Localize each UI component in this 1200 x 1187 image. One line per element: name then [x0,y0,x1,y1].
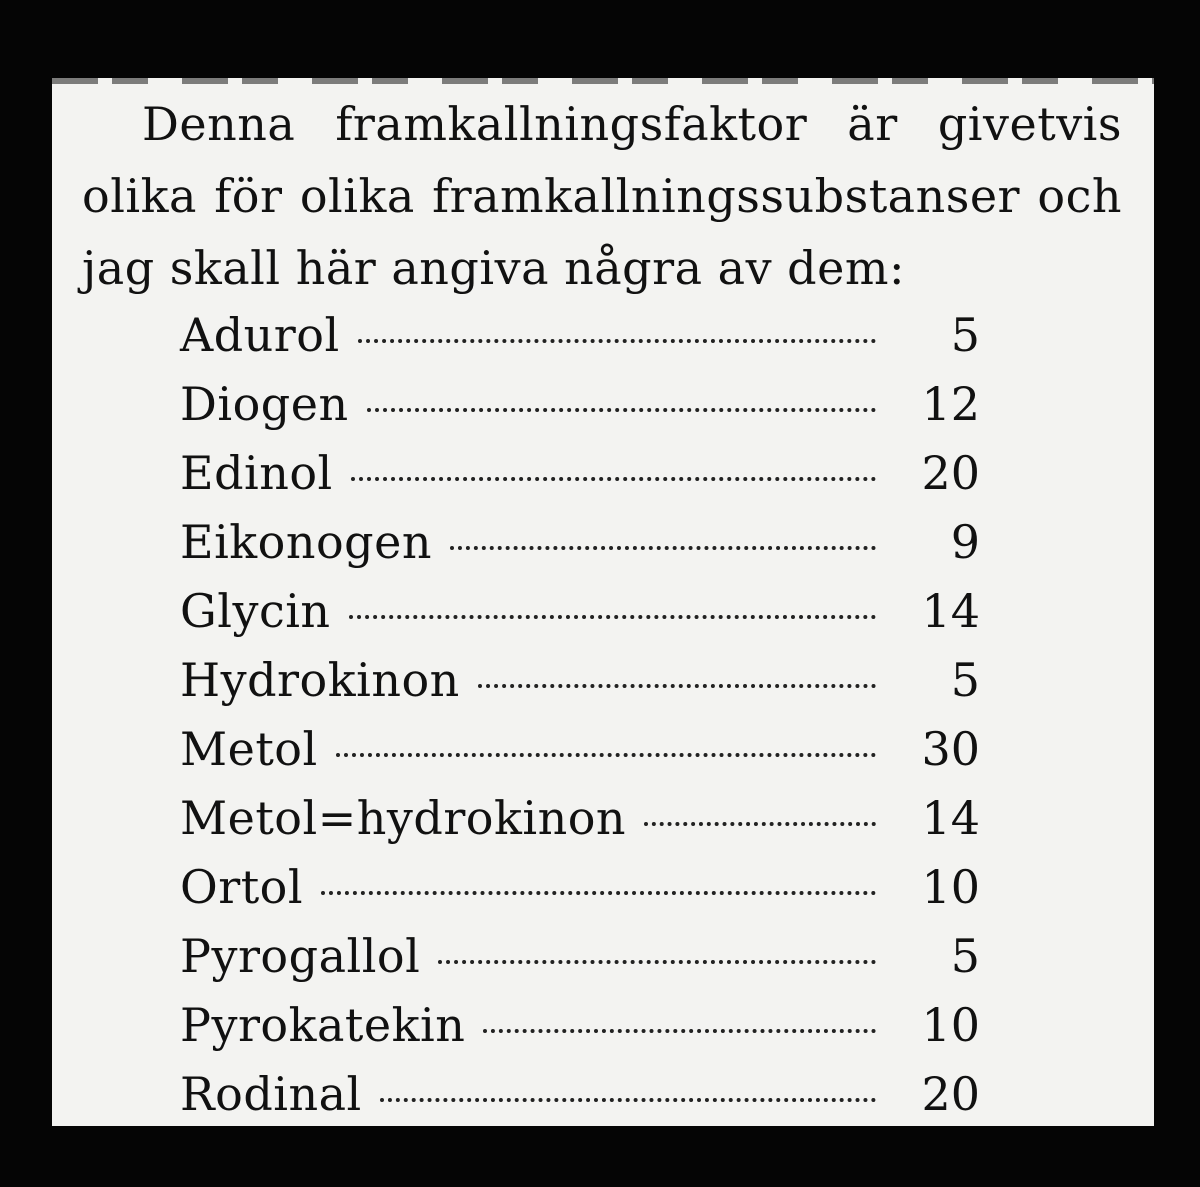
list-item [180,791,980,860]
dot-leader [349,615,876,619]
substance-name: Metol [180,722,318,776]
substance-name: Glycin [180,584,331,638]
substance-name: Edinol [180,446,333,500]
list-item [180,584,980,653]
factor-value: 14 [921,791,980,845]
dot-leader [367,408,876,412]
list-item [180,929,980,998]
list-item [180,446,980,515]
factor-value: 14 [921,584,980,638]
intro-paragraph: Denna framkallningsfaktor är givetvis olika för olika framkallningssubstanser och jag skall här angiva några av dem: [82,97,1122,295]
factor-value: 12 [921,377,980,431]
substance-name: Hydrokinon [180,653,460,707]
substance-name: Pyrokatekin [180,998,466,1052]
document-page [52,78,1154,1126]
list-item [180,308,980,377]
factor-value: 9 [950,515,980,569]
dot-leader [321,891,876,895]
dot-leader [478,684,876,688]
dot-leader [644,822,876,826]
dot-leader [358,339,876,343]
substance-name: Eikonogen [180,515,432,569]
factor-value: 10 [921,860,980,914]
substance-name: Pyrogallol [180,929,421,983]
substance-name: Ortol [180,860,304,914]
cropped-text-line [52,78,1154,84]
factor-value: 5 [950,929,980,983]
factor-value: 30 [921,722,980,776]
list-item [180,515,980,584]
list-item [180,722,980,791]
dot-leader [483,1029,876,1033]
substance-name: Metol=hydrokinon [180,791,627,845]
list-item [180,860,980,929]
list-item [180,653,980,722]
list-item [180,1067,980,1126]
factor-value: 10 [921,998,980,1052]
dot-leader [351,477,876,481]
dot-leader [438,960,876,964]
substance-name: Adurol [180,308,340,362]
dot-leader [380,1098,876,1102]
substance-name: Rodinal [180,1067,362,1121]
factor-value: 20 [921,446,980,500]
factor-value: 20 [921,1067,980,1121]
dot-leader [450,546,876,550]
list-item [180,998,980,1067]
factor-value: 5 [950,653,980,707]
factor-list [180,308,980,1126]
factor-value: 5 [950,308,980,362]
list-item [180,377,980,446]
dot-leader [336,753,876,757]
substance-name: Diogen [180,377,349,431]
